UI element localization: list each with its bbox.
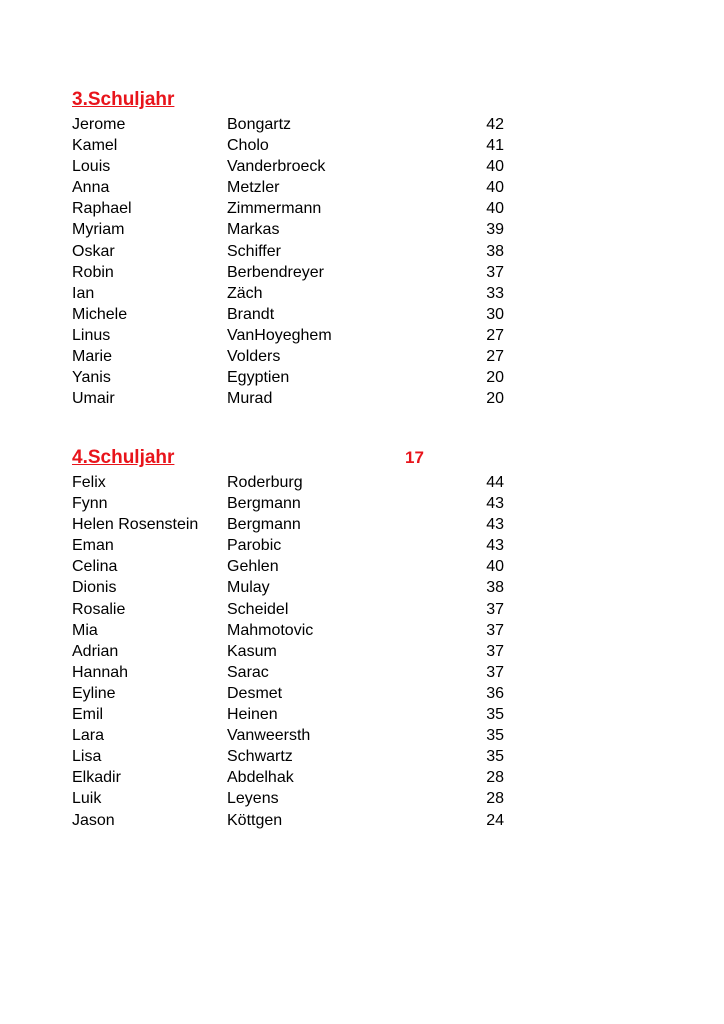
first-name: Hannah xyxy=(72,663,129,681)
section-4-schuljahr xyxy=(72,446,532,831)
last-name: Zäch xyxy=(227,284,263,302)
student-row xyxy=(72,746,532,767)
score: 40 xyxy=(486,200,504,218)
student-row xyxy=(72,114,532,135)
score: 35 xyxy=(486,727,504,745)
student-row xyxy=(72,683,532,704)
student-row xyxy=(72,241,532,262)
last-name: Heinen xyxy=(227,706,278,724)
first-name: Ian xyxy=(72,284,95,302)
first-name: Helen Rosenstein xyxy=(72,516,199,534)
student-row xyxy=(72,767,532,788)
student-row xyxy=(72,493,532,514)
score: 28 xyxy=(486,769,504,787)
first-name: Mia xyxy=(72,621,98,639)
score: 37 xyxy=(486,600,504,618)
first-name: Linus xyxy=(72,326,111,344)
first-name: Lisa xyxy=(72,748,102,766)
score: 37 xyxy=(486,621,504,639)
first-name: Raphael xyxy=(72,200,132,218)
first-name: Lara xyxy=(72,727,105,745)
first-name: Eyline xyxy=(72,684,116,702)
score: 39 xyxy=(486,221,504,239)
score: 33 xyxy=(486,284,504,302)
score: 37 xyxy=(486,263,504,281)
student-row xyxy=(72,662,532,683)
student-row xyxy=(72,577,532,598)
last-name: Volders xyxy=(227,348,281,366)
first-name: Adrian xyxy=(72,642,119,660)
last-name: Roderburg xyxy=(227,474,303,491)
last-name: Zimmermann xyxy=(227,200,322,218)
score: 40 xyxy=(486,558,504,576)
last-name: Sarac xyxy=(227,663,269,681)
student-row xyxy=(72,346,532,367)
last-name: Markas xyxy=(227,221,280,239)
student-row xyxy=(72,325,532,346)
first-name: Felix xyxy=(72,474,106,491)
last-name: Cholo xyxy=(227,137,269,155)
first-name: Umair xyxy=(72,390,115,408)
score: 43 xyxy=(486,537,504,555)
first-name: Oskar xyxy=(72,242,115,260)
score: 36 xyxy=(486,684,504,702)
last-name: Parobic xyxy=(227,537,282,555)
score: 40 xyxy=(486,179,504,197)
first-name: Michele xyxy=(72,305,128,323)
score: 28 xyxy=(486,790,504,808)
score: 27 xyxy=(486,348,504,366)
last-name: Kasum xyxy=(227,642,277,660)
last-name: Bergmann xyxy=(227,495,301,513)
score: 40 xyxy=(486,158,504,176)
score: 20 xyxy=(486,369,504,387)
first-name: Luik xyxy=(72,790,102,808)
student-row xyxy=(72,177,532,198)
student-row xyxy=(72,135,532,156)
first-name: Rosalie xyxy=(72,600,126,618)
student-count: 17 xyxy=(405,448,424,467)
student-row xyxy=(72,725,532,746)
last-name: Murad xyxy=(227,390,273,408)
first-name: Eman xyxy=(72,537,114,555)
score: 38 xyxy=(486,579,504,597)
last-name: Bergmann xyxy=(227,516,301,534)
last-name: Desmet xyxy=(227,684,283,702)
last-name: Scheidel xyxy=(227,600,289,618)
student-row xyxy=(72,262,532,283)
last-name: Leyens xyxy=(227,790,279,808)
score: 35 xyxy=(486,706,504,724)
last-name: Mahmotovic xyxy=(227,621,314,639)
first-name: Fynn xyxy=(72,495,108,513)
score: 41 xyxy=(486,137,504,155)
student-row xyxy=(72,283,532,304)
section-title: 4.Schuljahr xyxy=(72,447,175,468)
first-name: Jason xyxy=(72,811,115,829)
student-row xyxy=(72,388,532,409)
student-row xyxy=(72,198,532,219)
student-row xyxy=(72,810,532,831)
last-name: Abdelhak xyxy=(227,769,294,787)
section-3-schuljahr xyxy=(72,88,532,409)
score: 37 xyxy=(486,663,504,681)
last-name: Schwartz xyxy=(227,748,293,766)
student-row xyxy=(72,599,532,620)
score: 35 xyxy=(486,748,504,766)
last-name: Vanderbroeck xyxy=(227,158,326,176)
last-name: Köttgen xyxy=(227,811,283,829)
first-name: Elkadir xyxy=(72,769,121,787)
first-name: Louis xyxy=(72,158,111,176)
last-name: VanHoyeghem xyxy=(227,326,332,344)
student-row xyxy=(72,556,532,577)
student-row xyxy=(72,472,532,493)
student-row xyxy=(72,304,532,325)
student-row xyxy=(72,641,532,662)
student-row xyxy=(72,788,532,809)
section-title: 3.Schuljahr xyxy=(72,89,175,110)
score: 42 xyxy=(486,116,504,133)
student-row xyxy=(72,535,532,556)
section-header xyxy=(72,88,532,114)
last-name: Metzler xyxy=(227,179,280,197)
first-name: Jerome xyxy=(72,116,126,133)
first-name: Robin xyxy=(72,263,114,281)
last-name: Bongartz xyxy=(227,116,292,133)
first-name: Emil xyxy=(72,706,104,724)
last-name: Berbendreyer xyxy=(227,263,324,281)
student-list xyxy=(72,114,532,409)
student-row xyxy=(72,219,532,240)
student-row xyxy=(72,156,532,177)
last-name: Schiffer xyxy=(227,242,281,260)
score: 37 xyxy=(486,642,504,660)
student-list xyxy=(72,472,532,831)
first-name: Myriam xyxy=(72,221,125,239)
first-name: Yanis xyxy=(72,369,111,387)
score: 20 xyxy=(486,390,504,408)
score: 24 xyxy=(486,811,504,829)
student-row xyxy=(72,514,532,535)
section-header xyxy=(72,446,532,472)
score: 38 xyxy=(486,242,504,260)
last-name: Mulay xyxy=(227,579,270,597)
last-name: Brandt xyxy=(227,305,275,323)
last-name: Egyptien xyxy=(227,369,290,387)
student-row xyxy=(72,620,532,641)
first-name: Anna xyxy=(72,179,110,197)
score: 43 xyxy=(486,516,504,534)
first-name: Dionis xyxy=(72,579,117,597)
first-name: Celina xyxy=(72,558,118,576)
score: 27 xyxy=(486,326,504,344)
student-row xyxy=(72,367,532,388)
first-name: Marie xyxy=(72,348,113,366)
score: 43 xyxy=(486,495,504,513)
last-name: Vanweersth xyxy=(227,727,311,745)
last-name: Gehlen xyxy=(227,558,279,576)
first-name: Kamel xyxy=(72,137,118,155)
score: 30 xyxy=(486,305,504,323)
score: 44 xyxy=(486,474,504,491)
student-row xyxy=(72,704,532,725)
